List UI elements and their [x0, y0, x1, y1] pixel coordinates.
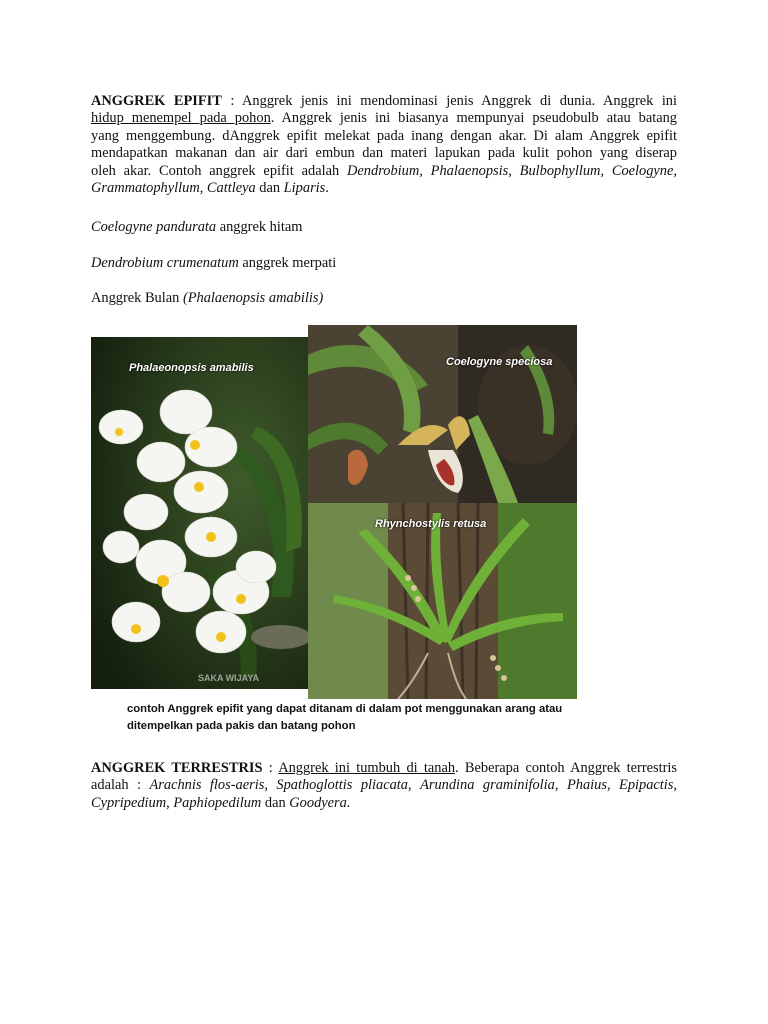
epifit-line-3: yang menggembung. dAnggrek epifit melekat pada inang dengan akar. Di alam Anggrek epifit [91, 127, 677, 144]
epifit-and: dan [255, 179, 284, 196]
phalaenopsis-photo [91, 337, 308, 689]
bulan-common: Anggrek Bulan [91, 290, 183, 306]
watermark-text: SAKA WIJAYA [198, 673, 260, 683]
terrestris-underlined: Anggrek ini tumbuh di tanah [278, 760, 456, 776]
example-bulan [91, 290, 677, 307]
rhynchostylis-label: Rhynchostylis retusa [375, 518, 487, 530]
example-common: anggrek merpati [238, 255, 337, 271]
terrestris-line-1 [91, 760, 677, 777]
epifit-species-a: Grammatophyllum, Cattleya [91, 179, 256, 196]
terrestris-paragraph [91, 760, 677, 812]
terrestris-line2-plain: adalah : [91, 777, 150, 794]
example-latin: Coelogyne pandurata [91, 219, 217, 235]
figure-caption [127, 701, 567, 735]
example-dendrobium [91, 255, 677, 272]
epifit-line-6 [91, 180, 677, 197]
epifit-heading: ANGGREK EPIFIT [91, 93, 222, 109]
epifit-line-4: mendapatkan makanan dan air dari embun dan materi lapukan pada kulit pohon yang diserap [91, 145, 677, 162]
species-name: Spathoglottis pliacata [276, 777, 408, 794]
example-coelogyne [91, 219, 677, 236]
species-name: Cypripedium [91, 794, 167, 811]
epifit-line-2 [91, 110, 677, 127]
epifit-species-list: Dendrobium, Phalaenopsis, Bulbophyllum, Coelogyne, [347, 162, 677, 179]
epifit-intro: : Anggrek jenis ini mendominasi jenis Anggrek di dunia. Anggrek ini [221, 93, 678, 109]
epifit-species-b: Liparis [283, 179, 326, 196]
phalaenopsis-label: Phalaeonopsis amabilis [129, 362, 254, 374]
terrestris-line-2: adalah : Arachnis flos-aeris, Spathoglottis pliacata, Arundina graminifolia, Phaius, Epipactis, [91, 777, 677, 794]
rhynchostylis-photo [308, 503, 577, 699]
species-name: Phaius [566, 777, 607, 794]
epifit-line2-rest: . Anggrek jenis ini biasanya mempunyai pseudobulb atau batang [270, 110, 677, 127]
example-latin: Dendrobium crumenatum [91, 255, 239, 271]
coelogyne-photo [308, 325, 577, 503]
epifit-end: . [325, 179, 329, 196]
epifit-line5-plain: oleh akar. Contoh anggrek epifit adalah [91, 162, 348, 179]
coelogyne-label: Coelogyne speciosa [446, 356, 553, 368]
epifit-line-1 [91, 93, 677, 110]
species-name-last: Goodyera. [289, 794, 351, 811]
caption-line-2: ditempelkan pada pakis dan batang pohon [127, 720, 356, 732]
species-name: Arachnis flos-aeris [149, 777, 265, 794]
terrestris-line1-rest: . Beberapa contoh Anggrek terrestris [455, 760, 678, 776]
terrestris-line-3: Cypripedium, Paphiopedilum dan Goodyera. [91, 794, 351, 811]
terrestris-heading: ANGGREK TERRESTRIS [91, 760, 263, 776]
bulan-latin: (Phalaenopsis amabilis) [182, 290, 324, 306]
epifit-paragraph [91, 93, 677, 197]
species-name: Arundina graminifolia [420, 777, 555, 794]
species-name: Paphiopedilum [173, 794, 262, 811]
epifit-underlined: hidup menempel pada pohon [91, 110, 271, 127]
terrestris-sep: : [262, 760, 279, 776]
terrestris-and: dan [261, 794, 290, 811]
epifit-line-5 [91, 163, 677, 180]
species-name: Epipactis [619, 777, 674, 794]
caption-line-1: contoh Anggrek epifit yang dapat ditanam di dalam pot menggunakan arang atau [127, 703, 563, 715]
example-common: anggrek hitam [216, 219, 303, 235]
phalaenopsis-image [91, 337, 308, 689]
coelogyne-image [308, 325, 577, 503]
